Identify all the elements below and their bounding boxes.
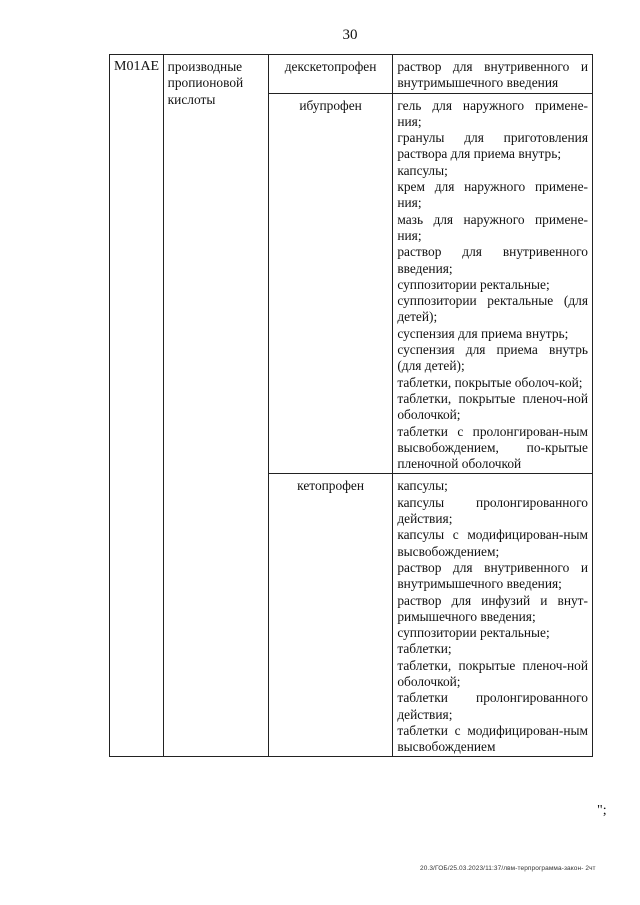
dosage-form-item: таблетки с модифицирован-ным высвобождением — [397, 722, 588, 755]
dosage-form-item: раствор для внутривенного и внутримышечного введения; — [397, 559, 588, 592]
dosage-form-item: раствор для инфузий и внут-римышечного введения; — [397, 592, 588, 624]
drug-table — [109, 54, 593, 757]
pharmacological-group-cell: производные пропионовой кислоты — [163, 55, 268, 757]
footer-stamp: 20.3/ГОБ/25.03.2023/11:37/лвм-терпрограмма-закон- 2чт — [420, 865, 596, 872]
dosage-form-item: таблетки пролонгированного действия; — [397, 690, 588, 722]
dosage-form-item: гель для наружного примене-ния; — [397, 97, 588, 129]
drug-name-cell: кетопрофен — [268, 474, 393, 757]
dosage-form-item: раствор для внутривенного и внутримышечного введения — [397, 59, 588, 91]
dosage-form-item: суппозитории ректальные; — [397, 625, 550, 641]
dosage-form-item: капсулы; — [397, 478, 448, 494]
drug-name-cell: ибупрофен — [268, 93, 393, 474]
dosage-form-item: гранулы для приготовления раствора для приема внутрь; — [397, 130, 588, 162]
dosage-form-item: таблетки, покрытые пленоч-ной оболочкой; — [397, 657, 588, 689]
atc-code-cell: M01AE — [110, 55, 164, 757]
dosage-form-item: таблетки; — [397, 641, 452, 657]
dosage-form-item: суппозитории ректальные; — [397, 276, 550, 292]
dosage-form-item: таблетки, покрытые оболоч-кой; — [397, 374, 583, 390]
dosage-form-item: суспензия для приема внутрь (для детей); — [397, 342, 588, 374]
page-number: 30 — [342, 27, 358, 43]
dosage-form-item: крем для наружного примене-ния; — [397, 179, 588, 211]
dosage-forms-list — [397, 59, 588, 92]
dosage-form-item: раствор для внутривенного введения; — [397, 244, 588, 276]
dosage-form-item: таблетки с пролонгирован-ным высвобождением, по-крытые пленочной оболочкой — [397, 423, 588, 472]
table-body — [110, 55, 593, 757]
dosage-form-item: суппозитории ректальные (для детей); — [397, 293, 588, 325]
dosage-form-item: капсулы с модифицирован-ным высвобождением; — [397, 527, 588, 559]
dosage-forms-list — [397, 478, 588, 755]
closing-quote-mark: "; — [597, 803, 607, 818]
dosage-forms-cell — [393, 55, 593, 94]
dosage-form-item: таблетки, покрытые пленоч-ной оболочкой; — [397, 390, 588, 423]
dosage-form-item: капсулы; — [397, 162, 448, 178]
dosage-forms-cell — [393, 474, 593, 757]
dosage-forms-cell — [393, 93, 593, 474]
dosage-form-item: мазь для наружного примене-ния; — [397, 211, 588, 243]
dosage-form-item: капсулы пролонгированного действия; — [397, 494, 588, 527]
dosage-forms-list — [397, 98, 588, 473]
table-row — [110, 55, 593, 94]
drug-name-cell: декскетопрофен — [268, 55, 393, 94]
dosage-form-item: суспензия для приема внутрь; — [397, 325, 569, 341]
